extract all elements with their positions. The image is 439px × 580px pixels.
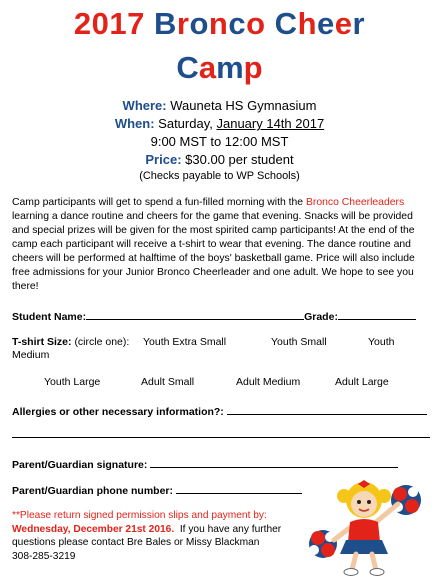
student-name-label: Student Name: <box>12 311 87 323</box>
checks-note: (Checks payable to WP Schools) <box>139 170 300 182</box>
title-line-2 <box>0 50 439 86</box>
title-bronco-o2: o <box>246 6 266 41</box>
description-part1: Camp participants will get to spend a fun-filled morning with the <box>12 197 306 208</box>
title-bronco-b: B <box>154 6 177 41</box>
pompom-left <box>309 530 337 558</box>
title-bronco <box>154 6 266 41</box>
when-day: Saturday, <box>158 116 213 131</box>
description-paragraph <box>12 196 430 294</box>
size-option-youth-large[interactable]: Youth Large <box>44 376 101 388</box>
title-bronco-c: c <box>228 6 247 41</box>
phone-field[interactable] <box>176 482 302 494</box>
cheerleader-illustration <box>306 470 426 576</box>
time-line: 9:00 MST to 12:00 MST <box>150 134 289 149</box>
when-line: When: Saturday, January 14th 2017 <box>114 116 325 131</box>
tshirt-label: T-shirt Size: <box>12 336 72 348</box>
title-cheer-e: e <box>317 6 335 41</box>
deadline-date: Wednesday, December 21st 2016. <box>12 523 175 535</box>
title-bronco-o: o <box>189 6 209 41</box>
phone-label: Parent/Guardian phone number: <box>12 485 174 497</box>
signature-row <box>12 456 398 471</box>
where-value: Wauneta HS Gymnasium <box>170 98 317 113</box>
return-note-text: **Please return signed permission slips and payment by: <box>12 510 267 521</box>
tshirt-hint: (circle one): <box>74 336 130 348</box>
allergies-label: Allergies or other necessary information?: <box>12 406 224 418</box>
when-date: January 14th 2017 <box>216 116 325 131</box>
contact-text: If you have any further questions please contact Bre Bales or Missy Blackman <box>12 523 282 548</box>
price-value: $30.00 per student <box>185 152 294 167</box>
price-label: Price <box>145 152 178 167</box>
return-note <box>12 509 312 563</box>
phone-row <box>12 482 302 497</box>
title-cheer-c: C <box>274 6 298 41</box>
description-highlight: Bronco Cheerleaders <box>305 197 405 208</box>
signature-field[interactable] <box>150 456 398 468</box>
title-cheer-r: r <box>352 6 366 41</box>
description-part2: learning a dance routine and cheers for the game that evening. Snacks will be provided and special prizes will be given for the most spirited camp participants! At the end of the camp each participant will receive a t-shirt to wear that evening. The dance routine and cheers will be performed at halftime of the boys' basketball game. Price will also include free admissions for your Junior Bronco Cheerleader and one adult. We hope to see you there! <box>12 211 415 292</box>
pompom-right <box>391 485 421 515</box>
title-line-1 <box>0 6 439 42</box>
contact-phone: 308-285-3219 <box>12 550 76 562</box>
price-line: Price: $30.00 per student <box>145 152 294 167</box>
tshirt-label-row <box>12 336 129 348</box>
title-cheer-h: h <box>297 6 317 41</box>
grade-label: Grade: <box>304 311 338 323</box>
title-year: 2017 <box>73 6 145 41</box>
title-camp-c: C <box>176 50 199 85</box>
title-camp-p: p <box>243 50 263 85</box>
size-option-youth-xs[interactable]: Youth Extra Small <box>143 336 227 348</box>
size-option-youth-medium-a[interactable]: Youth <box>368 336 395 348</box>
allergies-field[interactable] <box>227 403 427 415</box>
cheerleader-girl <box>334 480 398 576</box>
size-option-youth-small[interactable]: Youth Small <box>271 336 327 348</box>
grade-field[interactable] <box>338 308 416 320</box>
size-option-adult-medium[interactable]: Adult Medium <box>236 376 301 388</box>
size-option-adult-small[interactable]: Adult Small <box>141 376 195 388</box>
when-label: When <box>114 116 151 131</box>
signature-label: Parent/Guardian signature: <box>12 459 148 471</box>
size-option-adult-large[interactable]: Adult Large <box>335 376 389 388</box>
size-option-youth-medium-b[interactable]: Medium <box>12 349 50 361</box>
title-bronco-n: n <box>208 6 229 41</box>
where-line: Where: Wauneta HS Gymnasium <box>122 98 317 113</box>
student-name-field[interactable] <box>86 308 304 320</box>
where-label: Where <box>122 98 163 113</box>
title-bronco-r: r <box>176 6 190 41</box>
title-cheer-e2: e <box>334 6 353 41</box>
title-camp-m: m <box>216 50 244 85</box>
title-camp <box>176 50 262 85</box>
title-cheer <box>275 6 365 41</box>
student-name-row <box>12 308 416 323</box>
allergies-row <box>12 403 427 418</box>
allergies-field-line-2[interactable] <box>12 437 430 438</box>
title-camp-a: a <box>198 50 217 85</box>
